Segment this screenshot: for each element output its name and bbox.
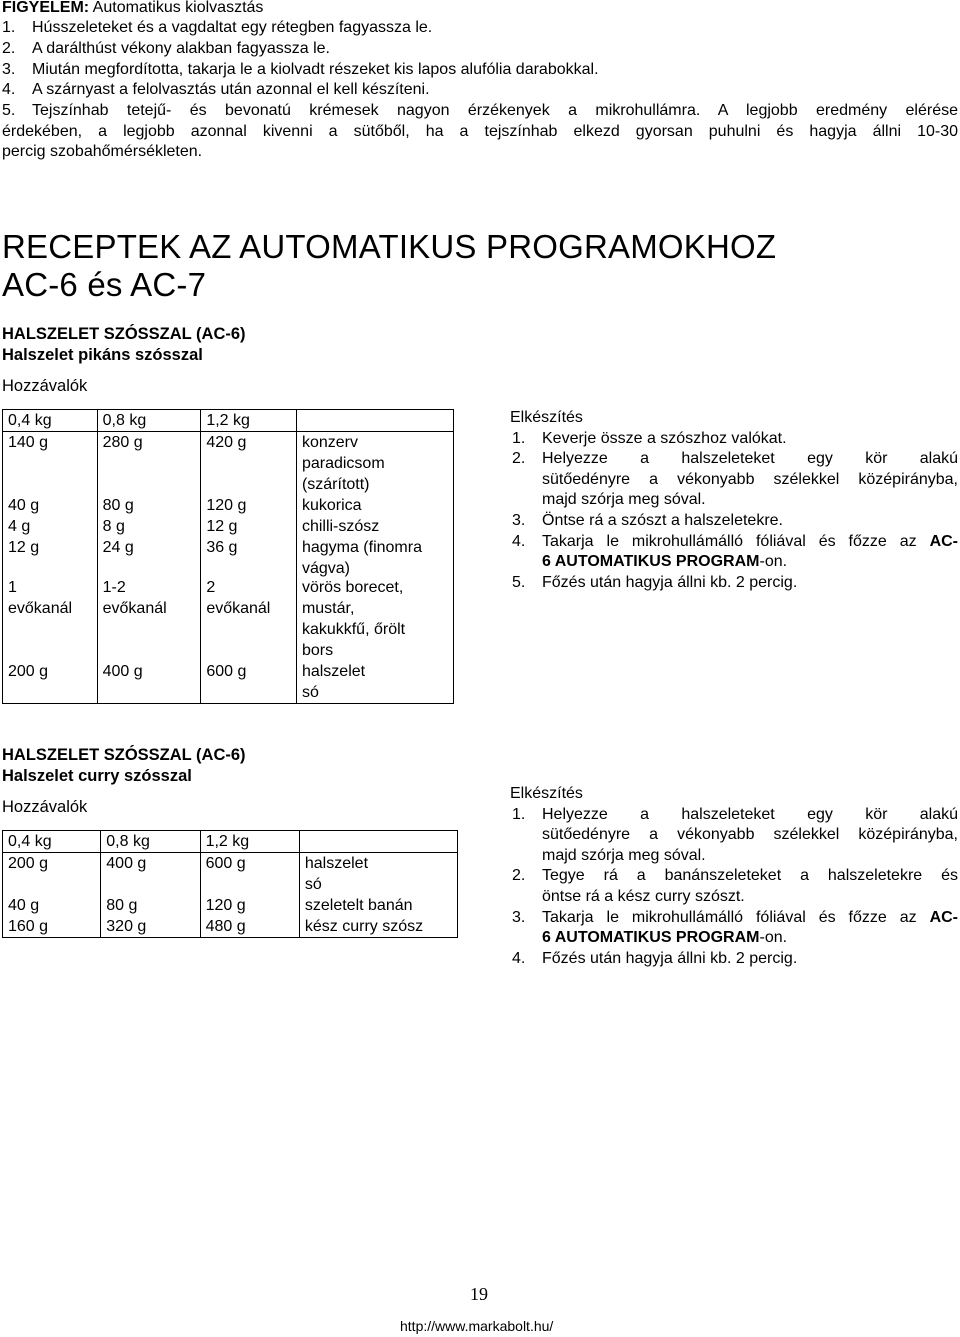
- recipe2-ingredients-label: Hozzávalók: [2, 798, 88, 816]
- list-item: 3. Takarja le mikrohullámálló fóliával és főzze az AC- 6 AUTOMATIKUS PROGRAM-on.: [512, 908, 958, 947]
- preparation-label: Elkészítés: [510, 409, 583, 426]
- list-item: 2. Helyezze a halszeleteket egy kör alakú sütőedényre a vékonyabb szélekkel középirányba, majd szórja meg sóval.: [512, 450, 958, 509]
- list-item: 4. Főzés után hagyja állni kb. 2 percig.: [512, 949, 798, 967]
- warning-label: FIGYELEM:: [2, 0, 90, 16]
- warning-heading: [2, 0, 263, 18]
- recipe2-preparation: [510, 784, 958, 969]
- recipe1-ingredients-label: Hozzávalók: [2, 377, 88, 395]
- header-cell: 0,4 kg: [3, 410, 98, 432]
- list-item: 4. Takarja le mikrohullámálló fóliával és főzze az AC- 6 AUTOMATIKUS PROGRAM-on.: [512, 532, 958, 571]
- col-04kg: 140 g 40 g 4 g 12 g 1 evőkanál 200 g: [3, 432, 98, 704]
- warning-item: 4. A szárnyast a felolvasztás után azonnal el kell készíteni.: [2, 81, 430, 98]
- col-04kg: 200 g 40 g 160 g: [3, 853, 101, 938]
- list-item: 2. Tegye rá a banánszeleteket a halszeletekre és öntse rá a kész curry szószt.: [512, 867, 958, 905]
- col-ingredient-name: halszelet só szeletelt banán kész curry szósz: [299, 853, 457, 938]
- warning-item: 3. Miután megfordította, takarja le a kiolvadt részeket kis lapos alufólia darabokkal.: [2, 61, 599, 78]
- col-ingredient-name: konzerv paradicsom (szárított) kukorica chilli-szósz hagyma (finomra vágva) vörös borecet, mustár, kakukkfű, őrölt bors halszelet só: [296, 432, 453, 704]
- list-item: 5. Főzés után hagyja állni kb. 2 percig.: [512, 573, 798, 591]
- table-row: [3, 432, 454, 704]
- recipe1-preparation: [510, 408, 958, 593]
- page-title: RECEPTEK AZ AUTOMATIKUS PROGRAMOKHOZ: [2, 228, 777, 265]
- recipe1-ingredients-table: [2, 409, 454, 704]
- header-cell: 0,8 kg: [97, 410, 201, 432]
- header-cell: 0,4 kg: [3, 831, 101, 853]
- table-header-row: [3, 410, 454, 432]
- col-12kg: 420 g 120 g 12 g 36 g 2 evőkanál 600 g: [201, 432, 297, 704]
- footer-url: http://www.markabolt.hu/: [400, 1318, 554, 1334]
- list-item: 3. Öntse rá a szószt a halszeletekre.: [512, 511, 783, 529]
- page-subtitle: AC-6 és AC-7: [2, 266, 207, 303]
- header-cell: [296, 410, 453, 432]
- recipe2-ingredients-table: [2, 830, 458, 938]
- preparation-label: Elkészítés: [510, 785, 583, 802]
- list-item: 1. Keverje össze a szószhoz valókat.: [512, 429, 787, 447]
- warning-item-5: 5. Tejszínhab tetejű- és bevonatú krémesek nagyon érzékenyek a mikrohullámra. A legjobb eredmény elérése érdekében, a legjobb azonnal kivenni a sütőből, ha a tejszínhab elkezd gyorsan puhulni és hagyja állni 10-30 percig szobahőmérsékleten.: [2, 102, 958, 160]
- header-cell: 0,8 kg: [101, 831, 200, 853]
- header-cell: 1,2 kg: [201, 410, 297, 432]
- header-cell: 1,2 kg: [200, 831, 299, 853]
- warning-item: 2. A darálthúst vékony alakban fagyassza le.: [2, 40, 330, 57]
- col-08kg: 400 g 80 g 320 g: [101, 853, 200, 938]
- table-header-row: [3, 831, 458, 853]
- list-item: 1. Helyezze a halszeleteket egy kör alakú sütőedényre a vékonyabb szélekkel középirányba, majd szórja meg sóval.: [512, 805, 958, 864]
- recipe2-name: Halszelet curry szósszal: [2, 767, 192, 785]
- recipe2-section-title: HALSZELET SZÓSSZAL (AC-6): [2, 746, 246, 764]
- recipe1-name: Halszelet pikáns szósszal: [2, 346, 203, 364]
- warning-title: Automatikus kiolvasztás: [89, 0, 264, 16]
- table-row: [3, 853, 458, 938]
- header-cell: [299, 831, 457, 853]
- warning-item: 1. Hússzeleteket és a vagdaltat egy rétegben fagyassza le.: [2, 19, 433, 36]
- page-number: 19: [470, 1284, 488, 1304]
- col-08kg: 280 g 80 g 8 g 24 g 1-2 evőkanál 400 g: [97, 432, 201, 704]
- recipe1-section-title: HALSZELET SZÓSSZAL (AC-6): [2, 325, 246, 343]
- col-12kg: 600 g 120 g 480 g: [200, 853, 299, 938]
